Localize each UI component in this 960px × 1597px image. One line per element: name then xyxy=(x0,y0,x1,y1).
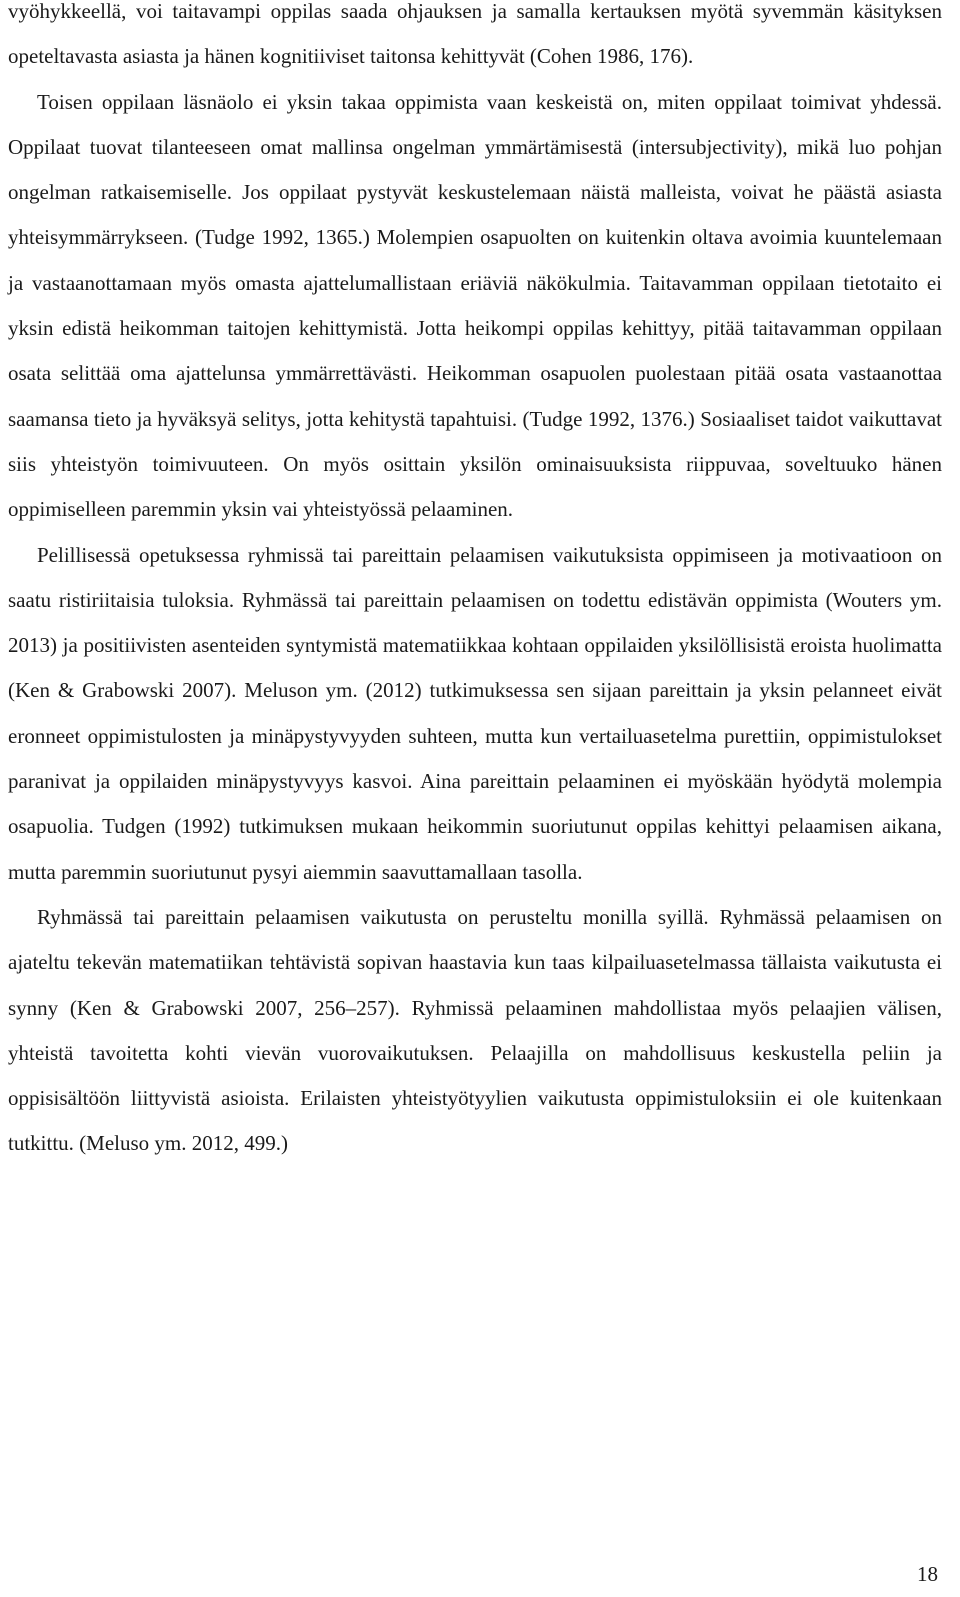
document-page xyxy=(8,0,942,1167)
paragraph-4: Ryhmässä tai pareittain pelaamisen vaikutusta on perusteltu monilla syillä. Ryhmässä pelaamisen on ajateltu tekevän matematiikan tehtävistä sopivan haastavia kun taas kilpailuasetelmassa tällaista vaikutusta ei synny (Ken & Grabowski 2007, 256–257). Ryhmissä pelaaminen mahdollistaa myös pelaajien välisen, yhteistä tavoitetta kohti vievän vuorovaikutuksen. Pelaajilla on mahdollisuus keskustella peliin ja oppisisältöön liittyvistä asioista. Erilaisten yhteistyötyylien vaikutusta oppimistuloksiin ei ole kuitenkaan tutkittu. (Meluso ym. 2012, 499.) xyxy=(8,904,942,1156)
page-number: 18 xyxy=(917,1562,938,1586)
paragraph-3: Pelillisessä opetuksessa ryhmissä tai pareittain pelaamisen vaikutuksista oppimiseen ja motivaatioon on saatu ristiriitaisia tuloksia. Ryhmässä tai pareittain pelaamisen on todettu edistävän oppimista (Wouters ym. 2013) ja positiivisten asenteiden syntymistä matematiikkaa kohtaan oppilaiden yksilöllisistä eroista huolimatta (Ken & Grabowski 2007). Meluson ym. (2012) tutkimuksessa sen sijaan pareittain ja yksin pelanneet eivät eronneet oppimistulosten ja minäpystyvyyden suhteen, mutta kun vertailuasetelma purettiin, oppimistulokset paranivat ja oppilaiden minäpystyvyys kasvoi. Aina pareittain pelaaminen ei myöskään hyödytä molempia osapuolia. Tudgen (1992) tutkimuksen mukaan heikommin suoriutunut oppilas kehittyi pelaamisen aikana, mutta paremmin suoriutunut pysyi aiemmin saavuttamallaan tasolla. xyxy=(8,542,942,884)
paragraph-1: vyöhykkeellä, voi taitavampi oppilas saada ohjauksen ja samalla kertauksen myötä syvemmän käsityksen opeteltavasta asiasta ja hänen kognitiiviset taitonsa kehittyvät (Cohen 1986, 176). xyxy=(8,0,942,69)
paragraph-2: Toisen oppilaan läsnäolo ei yksin takaa oppimista vaan keskeistä on, miten oppilaat toimivat yhdessä. Oppilaat tuovat tilanteeseen omat mallinsa ongelman ymmärtämisestä (intersubjectivity), mikä luo pohjan ongelman ratkaisemiselle. Jos oppilaat pystyvät keskustelemaan näistä malleista, voivat he päästä asiasta yhteisymmärrykseen. (Tudge 1992, 1365.) Molempien osapuolten on kuitenkin oltava avoimia kuuntelemaan ja vastaanottamaan myös omasta ajattelumallistaan eriäviä näkökulmia. Taitavamman oppilaan tietotaito ei yksin edistä heikomman taitojen kehittymistä. Jotta heikompi oppilas kehittyy, pitää taitavamman oppilaan osata selittää oma ajattelunsa ymmärrettävästi. Heikomman osapuolen puolestaan pitää osata vastaanottaa saamansa tieto ja hyväksyä selitys, jotta kehitystä tapahtuisi. (Tudge 1992, 1376.) Sosiaaliset taidot vaikuttavat siis yhteistyön toimivuuteen. On myös osittain yksilön ominaisuuksista riippuvaa, soveltuuko hänen oppimiselleen paremmin yksin vai yhteistyössä pelaaminen. xyxy=(8,89,942,522)
